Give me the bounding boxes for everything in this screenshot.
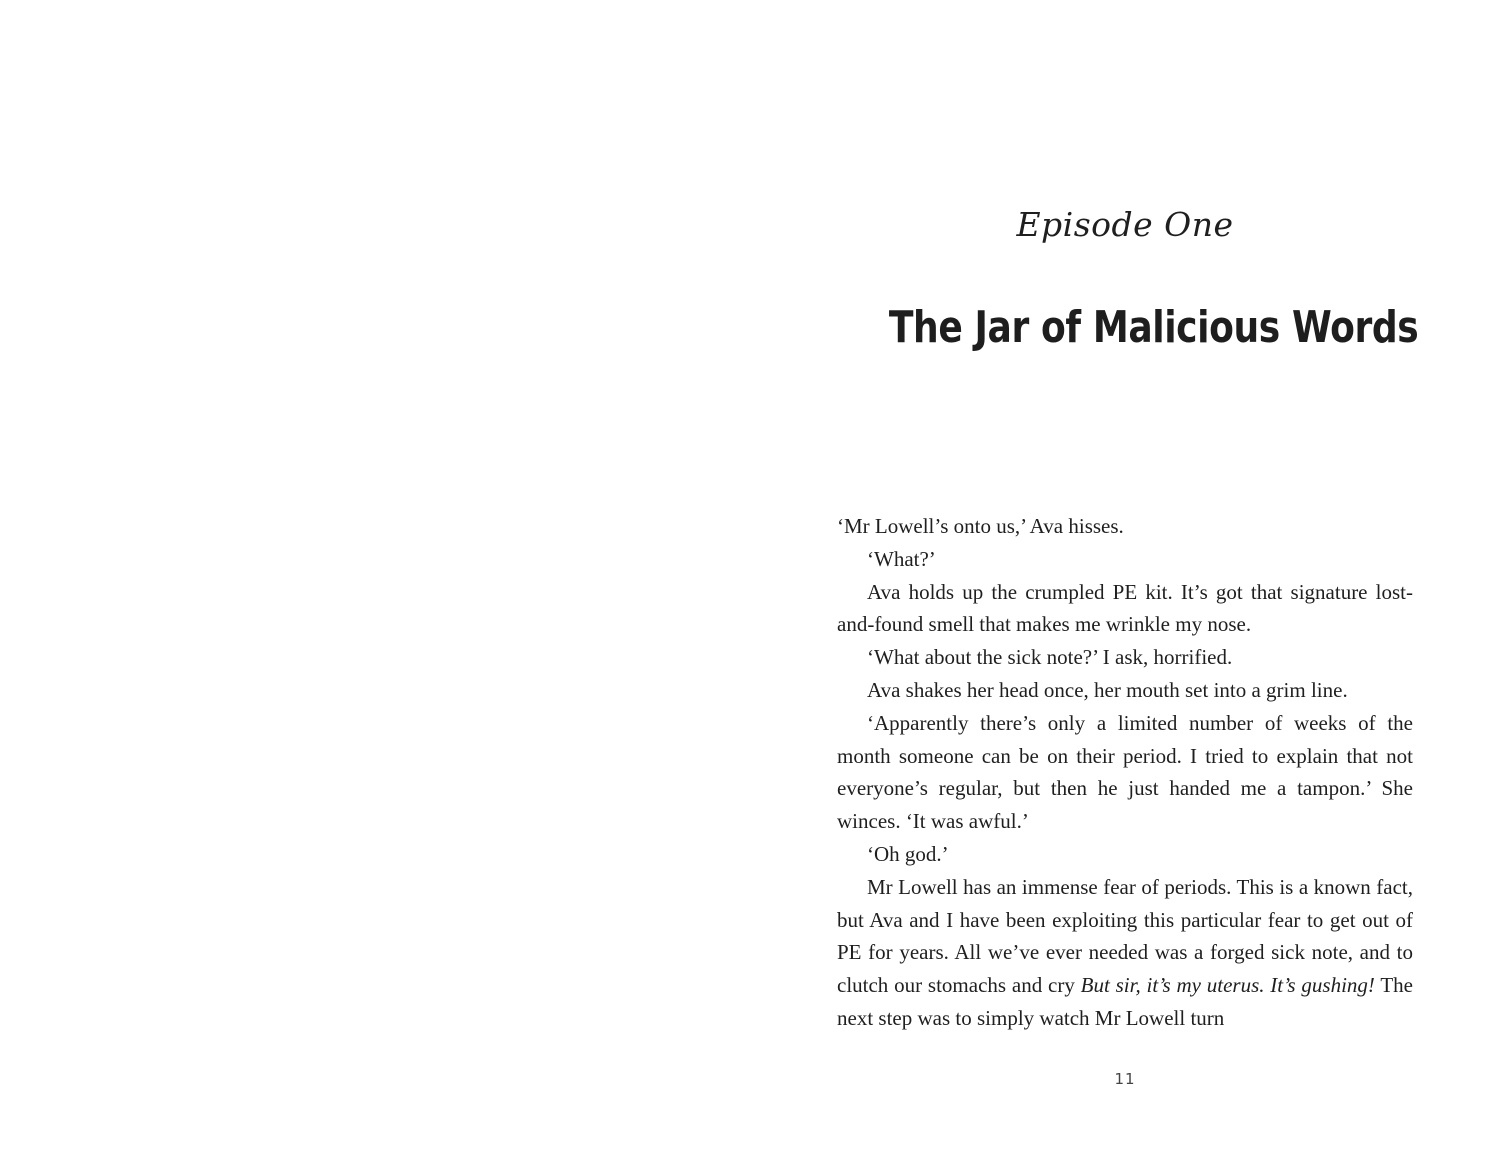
- paragraph: ‘What about the sick note?’ I ask, horrified.: [867, 645, 1233, 670]
- paragraph: Ava shakes her head once, her mouth set into a grim line.: [867, 677, 1348, 702]
- italic-text: But sir, it’s my uterus. It’s gushing!: [1080, 973, 1375, 998]
- paragraph: ‘What?’: [867, 546, 936, 571]
- paragraph-text: Mr Lowell has an immense fear of periods. This is a known fact, but Ava and I have been exploiting this particular fear to get out of PE for years. All we’ve ever needed was a forged sick note, and to clutch our stomachs and cry: [837, 874, 1413, 998]
- episode-label: Episode One: [1016, 205, 1234, 244]
- paragraph: ‘Apparently there’s only a limited number of weeks of the month someone can be on their period. I tried to explain that not everyone’s regular, but then he just handed me a tampon.’ She winces. ‘It was awful.’: [837, 710, 1413, 834]
- page-number: 11: [1114, 1070, 1136, 1088]
- paragraph: [837, 871, 1413, 1035]
- paragraph: ‘Oh god.’: [867, 841, 949, 866]
- paragraph: Ava holds up the crumpled PE kit. It’s got that signature lost-and-found smell that makes me wrinkle my nose.: [837, 579, 1413, 637]
- paragraph: ‘Mr Lowell’s onto us,’ Ava hisses.: [837, 514, 1124, 538]
- chapter-title: The Jar of Malicious Words: [888, 302, 1419, 353]
- body-text: [837, 510, 1413, 1035]
- paragraph-text: The next step was to simply watch Mr Lowell turn: [837, 973, 1413, 1030]
